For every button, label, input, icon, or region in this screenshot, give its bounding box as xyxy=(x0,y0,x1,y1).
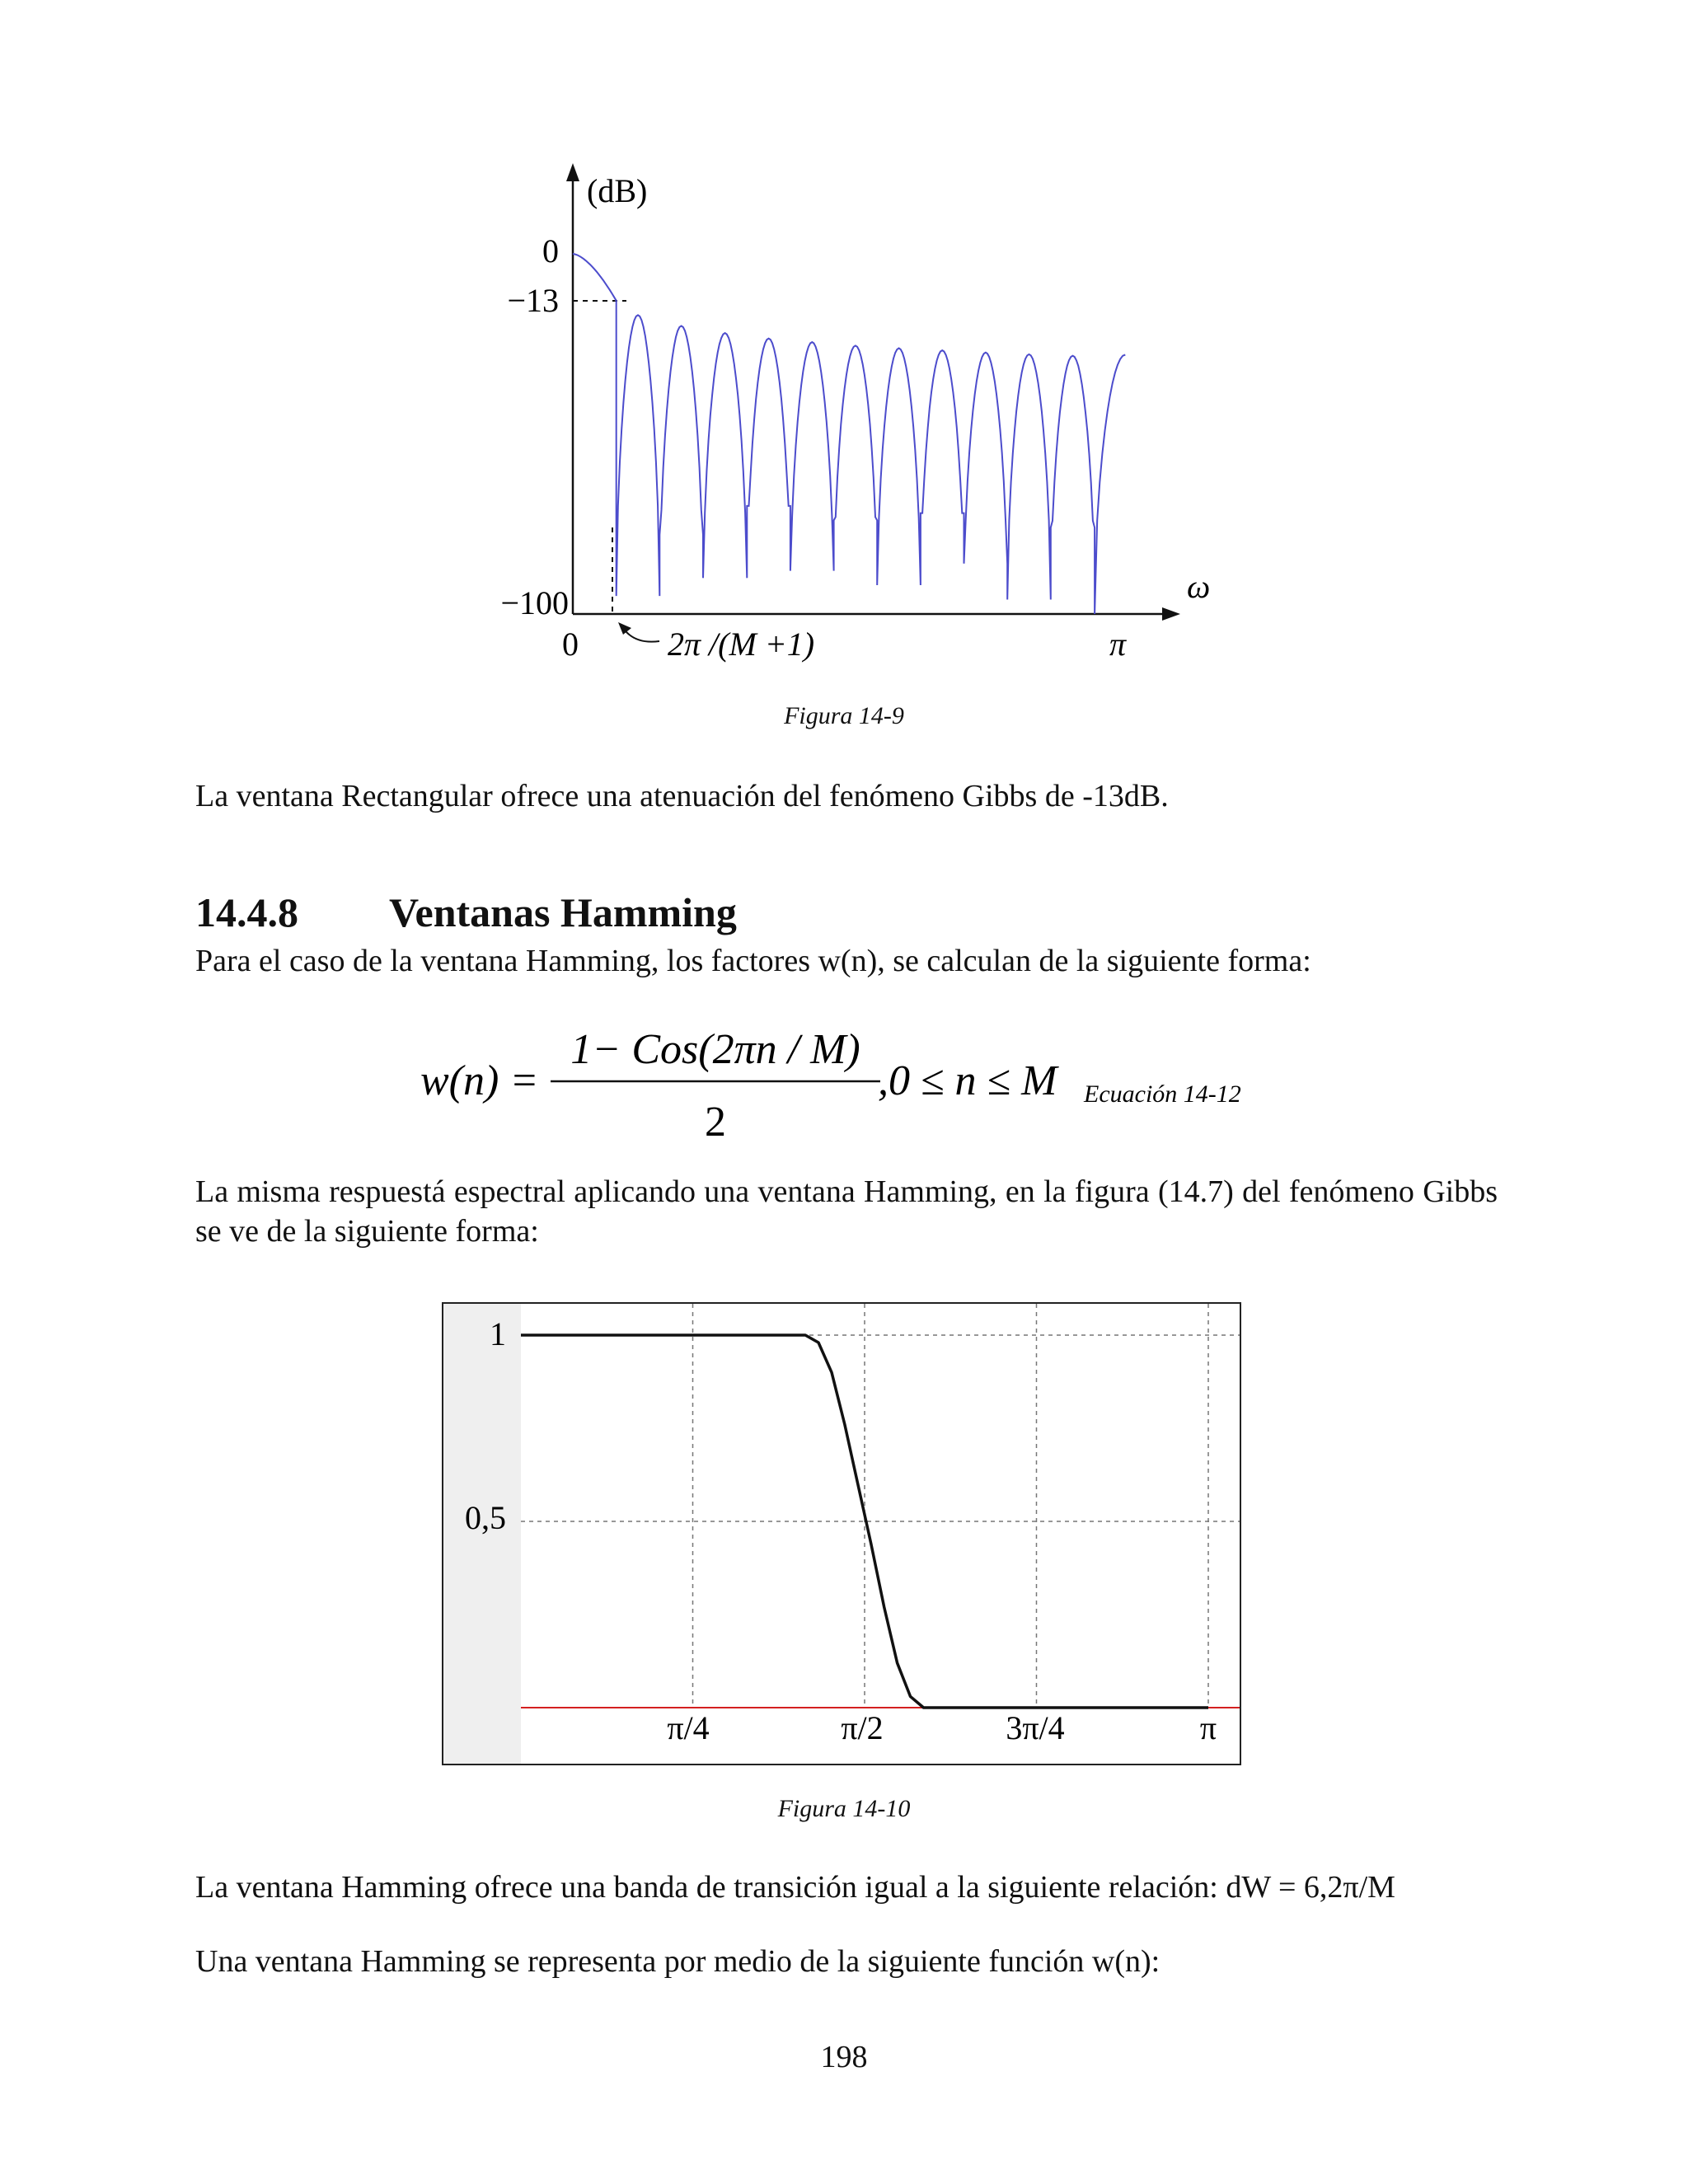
hamming-response-paragraph: La misma respuestá espectral aplicando una ventana Hamming, en la figura (14.7) del fenómeno Gibbs se ve de la siguiente forma: xyxy=(195,1174,1498,1249)
chart-frame xyxy=(443,1303,1240,1765)
rectangular-window-paragraph: La ventana Rectangular ofrece una atenuación del fenómeno Gibbs de -13dB. xyxy=(195,779,1169,813)
equation-numerator: 1− Cos(2πn / M) xyxy=(570,1026,860,1073)
hamming-intro-paragraph: Para el caso de la ventana Hamming, los factores w(n), se calculan de la siguiente forma: xyxy=(195,944,1311,978)
y-tick-minus13: −13 xyxy=(507,282,559,319)
equation-label: Ecuación 14-12 xyxy=(1084,1080,1241,1108)
y-tick-1: 1 xyxy=(490,1315,506,1352)
x-axis-arrow xyxy=(1162,607,1180,621)
first-null-annotation: 2π /(M +1) xyxy=(668,626,815,663)
equation-condition: ,0 ≤ n ≤ M xyxy=(878,1057,1057,1104)
equation-14-12 xyxy=(412,1014,1401,1154)
section-heading xyxy=(195,888,737,936)
response-curve-path xyxy=(573,254,1125,614)
y-tick-0-5: 0,5 xyxy=(465,1499,506,1536)
x-tick-0: 0 xyxy=(562,626,579,663)
section-number: 14.4.8 xyxy=(195,889,298,935)
y-tick-0: 0 xyxy=(542,232,559,269)
x-tick-pi: π xyxy=(1109,626,1127,663)
figure-14-9-chart xyxy=(462,157,1236,684)
y-axis-label: (dB) xyxy=(587,172,648,209)
x-axis-label: ω xyxy=(1187,568,1211,605)
transition-band-paragraph: La ventana Hamming ofrece una banda de transición igual a la siguiente relación: dW = 6,2π/M xyxy=(195,1870,1395,1905)
figure-14-9-caption: Figura 14-9 xyxy=(784,702,904,729)
equation-denominator: 2 xyxy=(705,1099,726,1146)
x-tick-3pi-4: 3π/4 xyxy=(1006,1709,1065,1746)
figure-14-10-chart xyxy=(442,1302,1241,1772)
hamming-function-paragraph: Una ventana Hamming se representa por medio de la siguiente función w(n): xyxy=(195,1944,1160,1979)
x-tick-pi-2: π/2 xyxy=(841,1709,884,1746)
annotation-arrowhead xyxy=(618,622,631,635)
section-title: Ventanas Hamming xyxy=(389,889,737,935)
response-curve xyxy=(573,254,1125,614)
x-tick-pi: π xyxy=(1199,1709,1217,1746)
figure-14-10-caption: Figura 14-10 xyxy=(777,1795,911,1822)
y-axis-arrow xyxy=(566,163,579,181)
y-tick-minus100: −100 xyxy=(500,584,569,621)
page-number: 198 xyxy=(820,2040,868,2074)
x-tick-pi-4: π/4 xyxy=(667,1709,710,1746)
equation-lhs: w(n) = xyxy=(420,1057,539,1104)
